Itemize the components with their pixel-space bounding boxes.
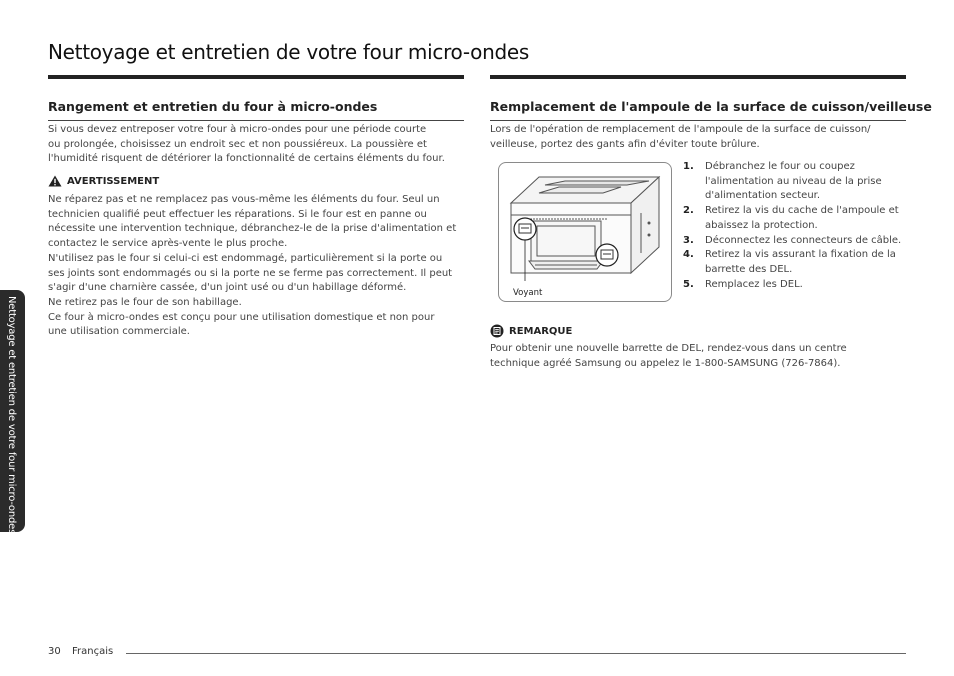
step-item: 2. Retirez la vis du cache de l'ampoule et abaissez la protection. bbox=[683, 204, 908, 233]
note-label-row bbox=[490, 324, 572, 338]
warning-label-row bbox=[48, 175, 159, 187]
footer-language: Français bbox=[72, 646, 114, 657]
bulb-intro: Lors de l'opération de remplacement de l'ampoule de la surface de cuisson/ veilleuse, portez des gants afin d'éviter toute brûlure. bbox=[490, 124, 871, 150]
section-rule-left bbox=[48, 120, 464, 121]
step-number: 5. bbox=[683, 278, 694, 290]
step-number: 2. bbox=[683, 205, 694, 217]
step-item: 5. Remplacez les DEL. bbox=[683, 278, 908, 293]
section-rule-right bbox=[490, 120, 906, 121]
step-item: 3. Déconnectez les connecteurs de câble. bbox=[683, 234, 908, 249]
note-body: Pour obtenir une nouvelle barrette de DEL, rendez-vous dans un centre technique agréé Samsung ou appelez le 1-800-SAMSUNG (726-7864). bbox=[490, 343, 847, 369]
microwave-illustration bbox=[499, 163, 671, 301]
note-label: REMARQUE bbox=[509, 325, 573, 337]
footer-rule bbox=[126, 653, 906, 654]
title-rule-left bbox=[48, 75, 464, 79]
side-tab bbox=[0, 290, 25, 535]
section-heading-bulb: Remplacement de l'ampoule de la surface de cuisson/veilleuse bbox=[490, 99, 932, 114]
steps-list bbox=[683, 160, 908, 292]
section-heading-storage: Rangement et entretien du four à micro-ondes bbox=[48, 99, 378, 114]
warning-body: Ne réparez pas et ne remplacez pas vous-même les éléments du four. Seul un technicien qualifié peut effectuer les réparations. Si le four est en panne ou nécessite une intervention technique, débranchez-le de la prise d'alimentation et contactez le service après-vente le plus proche. N'utilisez pas le four si celui-ci est endommagé, particulièrement si la porte ou ses joints sont endommagés ou si la porte ne se ferme pas correctement. Il peut s'agir d'une charnière cassée, d'un joint usé ou d'un habillage déformé. Ne retirez pas le four de son habillage. Ce four à micro-ondes est conçu pour une utilisation domestique et non pour une utilisation commerciale. bbox=[48, 194, 457, 338]
warning-label: AVERTISSEMENT bbox=[67, 175, 160, 187]
title-rule-right bbox=[490, 75, 906, 79]
step-number: 1. bbox=[683, 161, 694, 172]
page-title: Nettoyage et entretien de votre four micro-ondes bbox=[48, 40, 529, 64]
step-number: 3. bbox=[683, 234, 694, 246]
microwave-figure bbox=[498, 162, 672, 302]
page-number: 30 bbox=[48, 646, 61, 657]
note-icon bbox=[490, 324, 504, 338]
warning-triangle-icon bbox=[48, 175, 62, 187]
step-item: 4. Retirez la vis assurant la fixation de la barrette des DEL. bbox=[683, 248, 908, 277]
step-item: 1. Débranchez le four ou coupez l'alimentation au niveau de la prise d'alimentation secteur. bbox=[683, 160, 908, 204]
storage-intro: Si vous devez entreposer votre four à micro-ondes pour une période courte ou prolongée, choisissez un endroit sec et non poussiéreux. La poussière et l'humidité risquent de détériorer la fonctionnalité de certains éléments du four. bbox=[48, 124, 445, 165]
side-tab-label: Nettoyage et entretien de votre four micro-ondes bbox=[6, 296, 17, 535]
step-number: 4. bbox=[683, 249, 694, 261]
figure-label-voyant: Voyant bbox=[513, 288, 543, 298]
